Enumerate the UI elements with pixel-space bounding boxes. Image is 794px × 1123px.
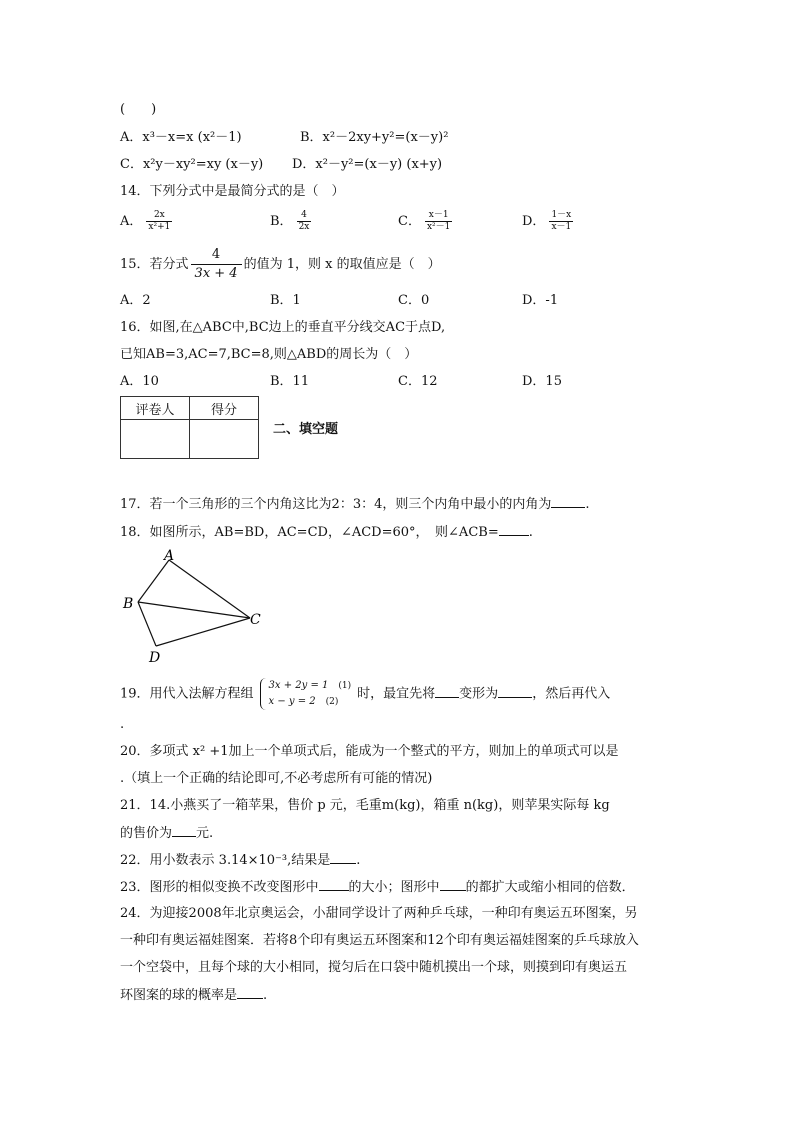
q14-stem: 14．下列分式中是最简分式的是（ ） xyxy=(120,184,345,199)
q17-text: 17．若一个三角形的三个内角这比为2：3：4，则三个内角中最小的内角为 xyxy=(120,497,552,512)
q22-answer-blank xyxy=(330,851,356,864)
q15-den: 3x + 4 xyxy=(194,266,238,281)
q24-answer-blank xyxy=(237,986,263,999)
q14-option-c xyxy=(398,210,456,233)
q14-b-num: 4 xyxy=(297,210,312,222)
q24-line1: 24．为迎接2008年北京奥运会，小甜同学设计了两种乒乓球，一种印有奥运五环图案，另 xyxy=(120,906,638,921)
segment-ab xyxy=(138,560,169,602)
q24-line4 xyxy=(120,986,267,1005)
q19-equation-system xyxy=(260,678,352,710)
q13-paren: ( ) xyxy=(120,102,157,117)
q22 xyxy=(120,851,360,870)
q23-blank-2 xyxy=(440,878,466,891)
q18-end: . xyxy=(528,525,533,540)
q20-line1: 20．多项式 x² +1加上一个单项式后，能成为一个整式的平方，则加上的单项式可以是 xyxy=(120,744,619,759)
score-table-score-header: 得分 xyxy=(190,397,259,420)
q22-end: . xyxy=(356,853,361,868)
q16-option-c: C．12 xyxy=(398,374,438,389)
point-label-a: A xyxy=(164,548,175,564)
q14-c-den: x²－1 xyxy=(426,222,451,232)
q23-c: 的都扩大或缩小相同的倍数． xyxy=(465,880,635,895)
q15-stem xyxy=(120,246,441,283)
q20-line2: .（填上一个正确的结论即可,不必考虑所有可能的情况) xyxy=(120,771,433,786)
q14-option-a xyxy=(120,210,176,233)
q24-line4a: 环图案的球的概率是 xyxy=(120,988,238,1003)
q13-option-b: B．x²－2xy+y²=(x－y)² xyxy=(300,130,449,145)
q15-prefix: 15．若分式 xyxy=(120,257,189,272)
q15-option-b: B．1 xyxy=(270,293,301,308)
q14-option-b xyxy=(270,210,315,233)
score-table-score-cell xyxy=(190,420,259,459)
q19-prefix: 19．用代入法解方程组 xyxy=(120,686,254,702)
q19-blank-1 xyxy=(435,685,459,698)
q15-suffix: 的值为 1，则 x 的取值应是（ ） xyxy=(243,257,441,272)
q16-line2: 已知AB=3,AC=7,BC=8,则△ABD的周长为（ ） xyxy=(120,347,418,362)
q13-option-a: A．x³－x=x (x²－1) xyxy=(120,130,242,145)
q21-line1: 21．14.小燕买了一箱苹果，售价 p 元，毛重m(kg)，箱重 n(kg)，则苹果实际每 kg xyxy=(120,798,610,813)
q14-b-fraction xyxy=(297,210,312,233)
q15-option-c: C．0 xyxy=(398,293,430,308)
q23-a: 23．图形的相似变换不改变图形中 xyxy=(120,880,319,895)
q17-answer-blank xyxy=(551,495,585,508)
q14-a-den: x²+1 xyxy=(148,222,171,232)
score-table-grader-header: 评卷人 xyxy=(121,397,190,420)
q21-line2a: 的售价为 xyxy=(120,826,173,841)
q17-end: . xyxy=(585,497,590,512)
q15-option-d: D．-1 xyxy=(522,293,559,308)
section-title: 二、填空题 xyxy=(273,422,339,437)
q19-mid1: 时，最宜先将 xyxy=(357,686,436,702)
q14-b-den: 2x xyxy=(298,222,310,232)
q24-line3: 一个空袋中，且每个球的大小相同，搅匀后在口袋中随机摸出一个球，则摸到印有奥运五 xyxy=(120,960,628,975)
q14-d-den: x－1 xyxy=(551,222,572,232)
q22-text: 22．用小数表示 3.14×10⁻³,结果是 xyxy=(120,853,331,868)
q19-eq1: 3x + 2y = 1 (1) xyxy=(268,680,352,691)
q24-line2: 一种印有奥运福娃图案．若将8个印有奥运五环图案和12个印有奥运福娃图案的乒乓球放入 xyxy=(120,933,639,948)
q14-b-label: B． xyxy=(270,214,293,229)
q24-line4b: . xyxy=(263,988,268,1003)
q15-num: 4 xyxy=(191,246,242,265)
segment-bc xyxy=(138,602,250,618)
q23-b: 的大小；图形中 xyxy=(348,880,440,895)
q19-suffix: ，然后再代入 xyxy=(532,686,611,702)
q18-answer-blank xyxy=(499,523,529,536)
q16-option-b: B．11 xyxy=(270,374,310,389)
point-label-c: C xyxy=(250,612,261,628)
segment-dc xyxy=(156,618,250,646)
q13-option-c: C．x²y－xy²=xy (x－y) xyxy=(120,157,264,172)
q21-line2b: 元. xyxy=(196,826,214,841)
q18-text: 18．如图所示，AB=BD，AC=CD，∠ACD=60°， 则∠ACB= xyxy=(120,525,499,540)
q14-c-num: x－1 xyxy=(425,210,452,222)
point-label-b: B xyxy=(123,596,134,612)
q16-line1: 16．如图,在△ABC中,BC边上的垂直平分线交AC于点D, xyxy=(120,320,446,335)
q19-blank-2 xyxy=(498,685,532,698)
q14-a-num: 2x xyxy=(146,210,172,222)
q21-line2 xyxy=(120,824,213,843)
q16-option-a: A．10 xyxy=(120,374,159,389)
q19-mid2: 变形为 xyxy=(459,686,499,702)
q15-option-a: A．2 xyxy=(120,293,151,308)
score-table-grader-cell xyxy=(121,420,190,459)
q19-eq2: x − y = 2 (2) xyxy=(268,696,339,707)
q14-c-fraction xyxy=(425,210,452,233)
q21-answer-blank xyxy=(172,824,196,837)
q19 xyxy=(120,678,610,710)
q14-d-fraction xyxy=(549,210,573,233)
q18 xyxy=(120,523,533,542)
q23 xyxy=(120,878,635,897)
q14-c-label: C． xyxy=(398,214,421,229)
segment-ac xyxy=(169,560,250,618)
q14-d-label: D． xyxy=(522,214,546,229)
q14-option-d xyxy=(522,210,577,233)
q19-cont: . xyxy=(120,717,125,732)
q23-blank-1 xyxy=(319,878,349,891)
score-table xyxy=(120,396,259,459)
q13-option-d: D．x²－y²=(x－y) (x+y) xyxy=(292,157,443,172)
q14-a-label: A． xyxy=(120,214,143,229)
q15-fraction xyxy=(191,246,242,283)
q14-a-fraction xyxy=(146,210,172,233)
q14-d-num: 1－x xyxy=(551,210,572,220)
q18-figure xyxy=(118,546,278,668)
q17 xyxy=(120,495,590,514)
segment-bd xyxy=(138,602,156,646)
q16-option-d: D．15 xyxy=(522,374,562,389)
point-label-d: D xyxy=(149,650,161,666)
